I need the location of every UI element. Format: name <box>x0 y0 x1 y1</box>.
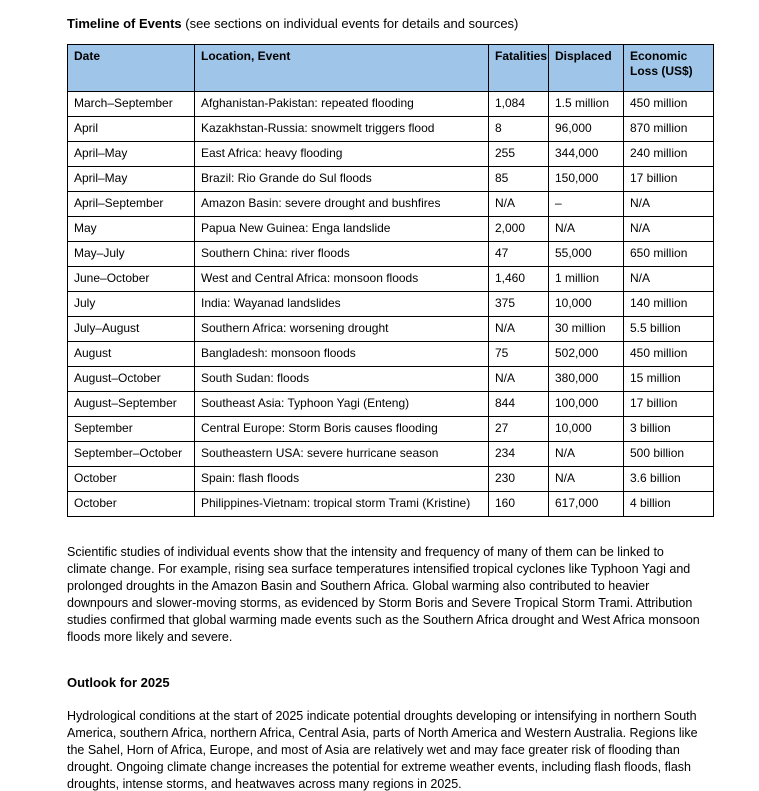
outlook-paragraph: Hydrological conditions at the start of 2025 indicate potential droughts developing or intensifying in northern South America, southern Africa, northern Africa, Central Asia, parts of North America and Western Australia. Regions like the Sahel, Horn of Africa, Europe, and most of Asia are relatively wet and may face greater risk of flooding than drought. Ongoing climate change increases the potential for extreme weather events, including flash floods, flash droughts, intense storms, and heatwaves across many regions in 2025. <box>67 709 698 791</box>
table-cell: 2,000 <box>489 217 549 242</box>
attribution-paragraph: Scientific studies of individual events show that the intensity and frequency of many of them can be linked to climate change. For example, rising sea surface temperatures intensified tropical cyclones like Typhoon Yagi and prolonged droughts in the Amazon Basin and Southern Africa. Global warming also contributed to heavier downpours and slower-moving storms, as evidenced by Storm Boris and Severe Tropical Storm Trami. Attribution studies confirmed that global warming made events such as the Southern Africa drought and West Africa monsoon floods more likely and severe. <box>67 545 700 644</box>
table-cell: Southern China: river floods <box>195 242 489 267</box>
table-cell: 380,000 <box>549 367 624 392</box>
table-cell: October <box>68 467 195 492</box>
table-cell: N/A <box>489 192 549 217</box>
outlook-heading: Outlook for 2025 <box>67 675 170 690</box>
table-cell: N/A <box>489 367 549 392</box>
table-cell: 96,000 <box>549 117 624 142</box>
table-row <box>68 167 714 192</box>
table-row <box>68 492 714 517</box>
table-cell: – <box>549 192 624 217</box>
table-cell: 234 <box>489 442 549 467</box>
table-cell: 500 billion <box>624 442 714 467</box>
col-header-economic-loss: Economic Loss (US$) <box>624 45 714 92</box>
table-row <box>68 117 714 142</box>
events-table <box>67 44 714 517</box>
table-cell: June–October <box>68 267 195 292</box>
table-row <box>68 467 714 492</box>
table-cell: Amazon Basin: severe drought and bushfires <box>195 192 489 217</box>
table-cell: Philippines-Vietnam: tropical storm Trami (Kristine) <box>195 492 489 517</box>
table-cell: N/A <box>549 467 624 492</box>
table-row <box>68 392 714 417</box>
table-cell: Afghanistan-Pakistan: repeated flooding <box>195 92 489 117</box>
table-cell: May <box>68 217 195 242</box>
table-cell: August–September <box>68 392 195 417</box>
col-header-date: Date <box>68 45 195 92</box>
table-cell: 47 <box>489 242 549 267</box>
table-cell: 240 million <box>624 142 714 167</box>
table-row <box>68 217 714 242</box>
table-cell: 150,000 <box>549 167 624 192</box>
table-cell: April–May <box>68 167 195 192</box>
table-cell: 8 <box>489 117 549 142</box>
table-cell: 17 billion <box>624 167 714 192</box>
table-cell: 75 <box>489 342 549 367</box>
table-cell: West and Central Africa: monsoon floods <box>195 267 489 292</box>
table-cell: August <box>68 342 195 367</box>
table-cell: Southern Africa: worsening drought <box>195 317 489 342</box>
table-row <box>68 92 714 117</box>
table-row <box>68 442 714 467</box>
table-cell: 375 <box>489 292 549 317</box>
table-cell: August–October <box>68 367 195 392</box>
table-cell: 450 million <box>624 342 714 367</box>
table-cell: 3.6 billion <box>624 467 714 492</box>
table-cell: Southeast Asia: Typhoon Yagi (Enteng) <box>195 392 489 417</box>
events-table-body <box>68 92 714 517</box>
table-cell: April <box>68 117 195 142</box>
table-cell: South Sudan: floods <box>195 367 489 392</box>
table-cell: 27 <box>489 417 549 442</box>
table-cell: 55,000 <box>549 242 624 267</box>
table-cell: April–September <box>68 192 195 217</box>
table-cell: 15 million <box>624 367 714 392</box>
table-cell: 1,084 <box>489 92 549 117</box>
col-header-location-event: Location, Event <box>195 45 489 92</box>
section-title-bold: Timeline of Events <box>67 16 182 31</box>
table-cell: 160 <box>489 492 549 517</box>
table-cell: East Africa: heavy flooding <box>195 142 489 167</box>
table-cell: 1.5 million <box>549 92 624 117</box>
table-cell: Papua New Guinea: Enga landslide <box>195 217 489 242</box>
table-row <box>68 342 714 367</box>
table-cell: 4 billion <box>624 492 714 517</box>
table-cell: Brazil: Rio Grande do Sul floods <box>195 167 489 192</box>
table-cell: 10,000 <box>549 417 624 442</box>
table-cell: October <box>68 492 195 517</box>
table-cell: 344,000 <box>549 142 624 167</box>
table-row <box>68 192 714 217</box>
col-header-displaced: Displaced <box>549 45 624 92</box>
table-cell: N/A <box>489 317 549 342</box>
table-cell: N/A <box>624 192 714 217</box>
table-cell: July–August <box>68 317 195 342</box>
table-cell: 844 <box>489 392 549 417</box>
table-cell: September <box>68 417 195 442</box>
table-row <box>68 142 714 167</box>
table-cell: 255 <box>489 142 549 167</box>
table-cell: 10,000 <box>549 292 624 317</box>
table-cell: September–October <box>68 442 195 467</box>
table-cell: 870 million <box>624 117 714 142</box>
table-cell: 502,000 <box>549 342 624 367</box>
section-title <box>67 16 713 32</box>
table-cell: 3 billion <box>624 417 714 442</box>
table-cell: July <box>68 292 195 317</box>
table-cell: April–May <box>68 142 195 167</box>
table-cell: Spain: flash floods <box>195 467 489 492</box>
table-cell: 230 <box>489 467 549 492</box>
table-cell: 450 million <box>624 92 714 117</box>
table-cell: N/A <box>624 267 714 292</box>
table-cell: Southeastern USA: severe hurricane season <box>195 442 489 467</box>
table-cell: 30 million <box>549 317 624 342</box>
table-cell: Central Europe: Storm Boris causes flooding <box>195 417 489 442</box>
table-cell: N/A <box>624 217 714 242</box>
table-row <box>68 292 714 317</box>
table-row <box>68 242 714 267</box>
table-row <box>68 417 714 442</box>
table-cell: 100,000 <box>549 392 624 417</box>
table-cell: 5.5 billion <box>624 317 714 342</box>
table-cell: 1 million <box>549 267 624 292</box>
table-cell: May–July <box>68 242 195 267</box>
table-cell: Kazakhstan-Russia: snowmelt triggers flood <box>195 117 489 142</box>
section-title-note: (see sections on individual events for details and sources) <box>181 16 519 31</box>
table-cell: 1,460 <box>489 267 549 292</box>
table-cell: N/A <box>549 442 624 467</box>
table-cell: 140 million <box>624 292 714 317</box>
table-row <box>68 367 714 392</box>
table-cell: 650 million <box>624 242 714 267</box>
table-cell: India: Wayanad landslides <box>195 292 489 317</box>
table-row <box>68 267 714 292</box>
table-cell: 617,000 <box>549 492 624 517</box>
col-header-fatalities: Fatalities <box>489 45 549 92</box>
table-cell: N/A <box>549 217 624 242</box>
table-cell: March–September <box>68 92 195 117</box>
table-cell: 85 <box>489 167 549 192</box>
table-cell: 17 billion <box>624 392 714 417</box>
table-header-row <box>68 45 714 92</box>
table-cell: Bangladesh: monsoon floods <box>195 342 489 367</box>
table-row <box>68 317 714 342</box>
